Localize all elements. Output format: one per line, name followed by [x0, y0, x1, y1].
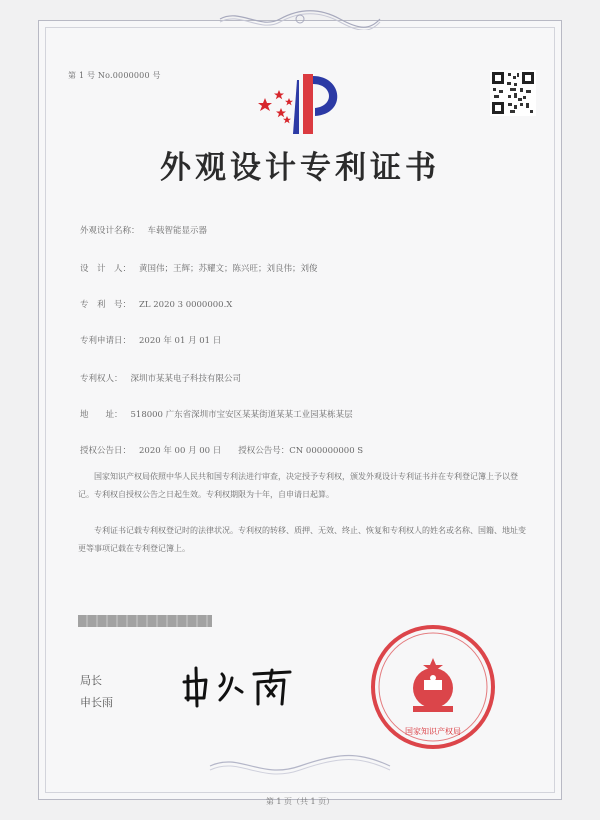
- field-label: 外观设计名称：: [80, 226, 140, 236]
- field-application-date: [80, 334, 221, 346]
- certificate-title: 外观设计专利证书: [160, 150, 440, 186]
- handwritten-signature: [180, 660, 310, 710]
- bottom-ornament: [200, 752, 400, 780]
- field-value: 车载智能显示器: [147, 226, 208, 236]
- page-footer: 第 1 页（共 1 页）: [265, 797, 335, 806]
- field-label: 专利权人：: [80, 374, 123, 384]
- field-value: 深圳市某某电子科技有限公司: [130, 374, 242, 384]
- sign-name: 申长雨: [80, 696, 113, 709]
- certificate-paragraph: 专利证书记载专利权登记时的法律状况。专利权的转移、质押、无效、终止、恢复和专利权人的姓名或名称、国籍、地址变更等事项记载在专利登记簿上。: [78, 526, 526, 553]
- field-announcement: [80, 444, 363, 456]
- certificate-paragraph: 国家知识产权局依照中华人民共和国专利法进行审查，决定授予专利权，颁发外观设计专利证书并在专利登记簿上予以登记。专利权自授权公告之日起生效。专利权期限为十年，自申请日起算。: [78, 472, 518, 499]
- field-label: 设 计 人：: [80, 264, 132, 274]
- field-value: 2020 年 00 月 00 日 授权公告号：CN 000000000 S: [139, 446, 364, 456]
- field-patent-number: [80, 298, 232, 310]
- field-patentee: [80, 372, 241, 384]
- field-label: 专 利 号：: [80, 300, 132, 310]
- field-designer: [80, 262, 318, 274]
- redaction-bar: [78, 615, 212, 627]
- field-label: 授权公告日：: [80, 446, 132, 456]
- field-label: 专利申请日：: [80, 336, 132, 346]
- sign-title: 局长: [80, 674, 102, 687]
- field-label: 地 址：: [80, 410, 123, 420]
- seal-text: 国家知识产权局: [405, 727, 461, 736]
- qr-code: [490, 70, 536, 116]
- top-ornament: [210, 8, 390, 30]
- field-value: 黄国伟；王辉；苏耀文；陈兴旺；刘良伟；刘俊: [139, 264, 318, 274]
- certificate-number: 第 1 号 No.0000000 号: [68, 71, 161, 80]
- official-seal: [368, 622, 498, 752]
- field-value: 518000 广东省深圳市宝安区某某街道某某工业园某栋某层: [130, 410, 353, 420]
- field-address: [80, 408, 353, 420]
- field-value: 2020 年 01 月 01 日: [139, 336, 222, 346]
- cnipa-logo: [255, 68, 355, 140]
- field-value: ZL 2020 3 0000000.X: [139, 300, 233, 310]
- field-design-name: [80, 224, 207, 236]
